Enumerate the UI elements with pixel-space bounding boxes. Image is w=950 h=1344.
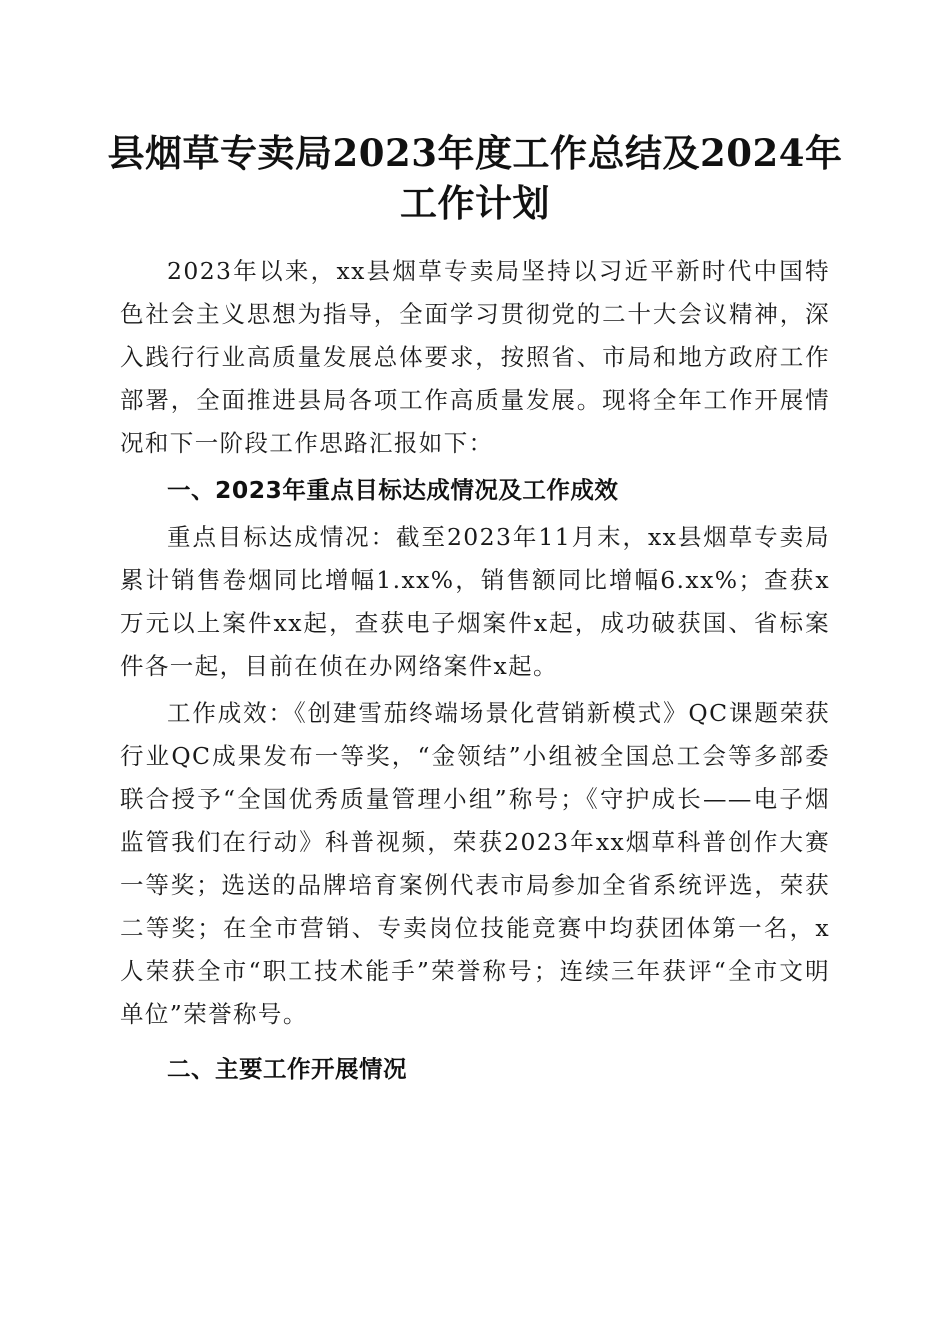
- intro-paragraph: 2023年以来，xx县烟草专卖局坚持以习近平新时代中国特色社会主义思想为指导，全面学习贯彻党的二十大会议精神，深入践行行业高质量发展总体要求，按照省、市局和地方政府工作部署，全面推进县局各项工作高质量发展。现将全年工作开展情况和下一阶段工作思路汇报如下：: [120, 257, 830, 457]
- section-heading-2: 二、主要工作开展情况: [167, 1055, 407, 1083]
- document-body: [120, 250, 830, 1091]
- document-title: 县烟草专卖局2023年度工作总结及2024年工作计划: [107, 131, 843, 225]
- section-heading-1: 一、2023年重点目标达成情况及工作成效: [167, 476, 619, 504]
- achievements-paragraph: 工作成效：《创建雪茄终端场景化营销新模式》QC课题荣获行业QC成果发布一等奖，“金领结”小组被全国总工会等多部委联合授予“全国优秀质量管理小组”称号；《守护成长——电子烟监管我们在行动》科普视频，荣获2023年xx烟草科普创作大赛一等奖；选送的品牌培育案例代表市局参加全省系统评选，荣获二等奖；在全市营销、专卖岗位技能竞赛中均获团体第一名，x人荣获全市“职工技术能手”荣誉称号；连续三年获评“全市文明单位”荣誉称号。: [120, 699, 830, 1028]
- targets-paragraph: 重点目标达成情况：截至2023年11月末，xx县烟草专卖局累计销售卷烟同比增幅1.xx%，销售额同比增幅6.xx%；查获x万元以上案件xx起，查获电子烟案件x起，成功破获国、省标案件各一起，目前在侦在办网络案件x起。: [120, 523, 830, 680]
